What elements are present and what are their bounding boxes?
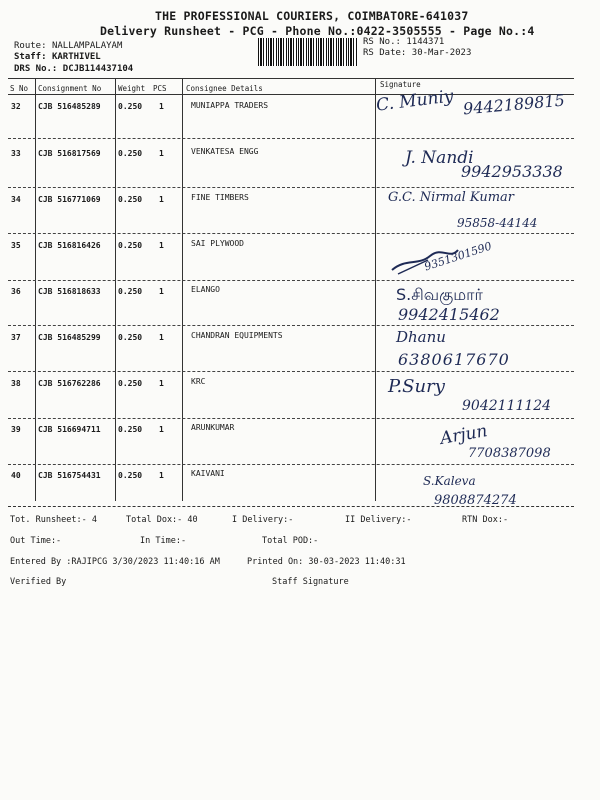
signature-phone: 9442189815: [462, 90, 566, 119]
signature-name: J. Nandi: [405, 148, 474, 168]
col-header-sno: S No: [10, 84, 29, 93]
col-header-signature: Signature: [380, 80, 421, 89]
cell-weight: 0.250: [118, 333, 143, 342]
cell-consignment: CJB 516485299: [38, 333, 101, 342]
rtn-dox: RTN Dox:-: [462, 515, 509, 525]
table-header-border: [8, 94, 574, 95]
staff-label: Staff:: [14, 52, 47, 62]
cell-pcs: 1: [159, 287, 164, 296]
cell-sno: 39: [11, 425, 21, 434]
cell-sno: 33: [11, 149, 21, 158]
signature-phone: 9042111124: [462, 398, 552, 414]
cell-consignee: KAIVANI: [191, 469, 225, 478]
rs-date-field: [363, 48, 471, 58]
signature-phone: 9942953338: [461, 162, 563, 181]
cell-consignment: CJB 516771069: [38, 195, 101, 204]
cell-consignment: CJB 516754431: [38, 471, 101, 480]
column-divider: [35, 78, 36, 501]
column-divider: [115, 78, 116, 501]
cell-weight: 0.250: [118, 195, 143, 204]
signature-name: Dhanu: [396, 328, 446, 346]
row-divider: [8, 187, 574, 188]
cell-weight: 0.250: [118, 241, 143, 250]
drs-label: DRS No.:: [14, 64, 58, 74]
signature-phone: 95858-44144: [457, 216, 538, 230]
col-header-consignee: Consignee Details: [186, 84, 263, 93]
cell-consignment: CJB 516816426: [38, 241, 101, 250]
table-top-border: [8, 78, 574, 79]
drs-value: DCJB114437104: [62, 64, 134, 74]
drs-field: [14, 64, 133, 74]
signature-name: C. Muniy: [375, 86, 455, 116]
signature-name: S.Kaleva: [423, 474, 476, 488]
staff-signature: Staff Signature: [272, 577, 349, 587]
verified-by: Verified By: [10, 577, 67, 587]
cell-consignee: VENKATESA ENGG: [191, 147, 259, 156]
in-time: In Time:-: [140, 536, 187, 546]
cell-sno: 36: [11, 287, 21, 296]
barcode: [258, 38, 358, 66]
row-divider: [8, 464, 574, 465]
cell-sno: 37: [11, 333, 21, 342]
i-delivery: I Delivery:-: [232, 515, 294, 525]
cell-consignee: ARUNKUMAR: [191, 423, 235, 432]
signature-phone: 9808874274: [434, 493, 517, 508]
printed-on: Printed On: 30-03-2023 11:40:31: [247, 557, 406, 567]
row-divider: [8, 138, 574, 139]
route-value: NALLAMPALAYAM: [51, 41, 123, 51]
tot-runsheet: Tot. Runsheet:- 4: [10, 515, 97, 525]
col-header-consignment: Consignment No: [38, 84, 102, 93]
table-bottom-border: [8, 506, 574, 507]
cell-weight: 0.250: [118, 102, 143, 111]
signature-name: Arjun: [438, 421, 489, 449]
col-header-weight: Weight: [118, 84, 146, 93]
cell-consignee: ELANGO: [191, 285, 220, 294]
column-divider: [182, 78, 183, 501]
cell-pcs: 1: [159, 195, 164, 204]
cell-sno: 38: [11, 379, 21, 388]
cell-consignment: CJB 516762286: [38, 379, 101, 388]
column-divider: [375, 78, 376, 501]
signature-name: G.C. Nirmal Kumar: [388, 190, 515, 205]
col-header-pcs: PCS: [153, 84, 167, 93]
cell-consignment: CJB 516485289: [38, 102, 101, 111]
row-divider: [8, 280, 574, 281]
row-divider: [8, 233, 574, 234]
rs-no-field: [363, 37, 444, 47]
cell-weight: 0.250: [118, 379, 143, 388]
cell-consignment: CJB 516818633: [38, 287, 101, 296]
cell-pcs: 1: [159, 102, 164, 111]
signature-name: S.சிவகுமார்: [396, 285, 483, 304]
cell-pcs: 1: [159, 379, 164, 388]
runsheet-subtitle: Delivery Runsheet - PCG - Phone No.:0422-3505555 - Page No.:4: [100, 24, 535, 38]
cell-consignment: CJB 516694711: [38, 425, 101, 434]
cell-consignment: CJB 516817569: [38, 149, 101, 158]
total-pod: Total POD:-: [262, 536, 319, 546]
rs-date-label: RS Date:: [363, 48, 407, 58]
cell-pcs: 1: [159, 241, 164, 250]
signature-phone: 6380617670: [398, 350, 510, 369]
cell-weight: 0.250: [118, 425, 143, 434]
cell-sno: 32: [11, 102, 21, 111]
cell-sno: 35: [11, 241, 21, 250]
cell-consignee: FINE TIMBERS: [191, 193, 249, 202]
cell-weight: 0.250: [118, 471, 143, 480]
cell-pcs: 1: [159, 471, 164, 480]
total-dox: Total Dox:- 40: [126, 515, 198, 525]
signature-phone: 9351301590: [422, 239, 494, 274]
cell-weight: 0.250: [118, 149, 143, 158]
rs-no-value: 1144371: [406, 37, 445, 47]
cell-consignee: KRC: [191, 377, 206, 386]
ii-delivery: II Delivery:-: [345, 515, 412, 525]
cell-consignee: CHANDRAN EQUIPMENTS: [191, 331, 283, 340]
staff-value: KARTHIVEL: [51, 52, 101, 62]
cell-consignee: SAI PLYWOOD: [191, 239, 244, 248]
rs-date-value: 30-Mar-2023: [411, 48, 472, 58]
entered-by: Entered By :RAJIPCG 3/30/2023 11:40:16 AM: [10, 557, 220, 567]
cell-pcs: 1: [159, 149, 164, 158]
cell-sno: 34: [11, 195, 21, 204]
signature-name: P.Sury: [388, 376, 445, 397]
cell-weight: 0.250: [118, 287, 143, 296]
cell-consignee: MUNIAPPA TRADERS: [191, 101, 269, 110]
row-divider: [8, 418, 574, 419]
rs-no-label: RS No.:: [363, 37, 401, 47]
cell-pcs: 1: [159, 333, 164, 342]
route-field: [14, 41, 122, 51]
row-divider: [8, 325, 574, 326]
signature-phone: 9942415462: [398, 305, 500, 324]
out-time: Out Time:-: [10, 536, 62, 546]
staff-field: [14, 52, 101, 62]
cell-pcs: 1: [159, 425, 164, 434]
route-label: Route:: [14, 41, 47, 51]
company-title: THE PROFESSIONAL COURIERS, COIMBATORE-641037: [155, 9, 469, 23]
signature-phone: 7708387098: [468, 446, 551, 461]
cell-sno: 40: [11, 471, 21, 480]
row-divider: [8, 371, 574, 372]
